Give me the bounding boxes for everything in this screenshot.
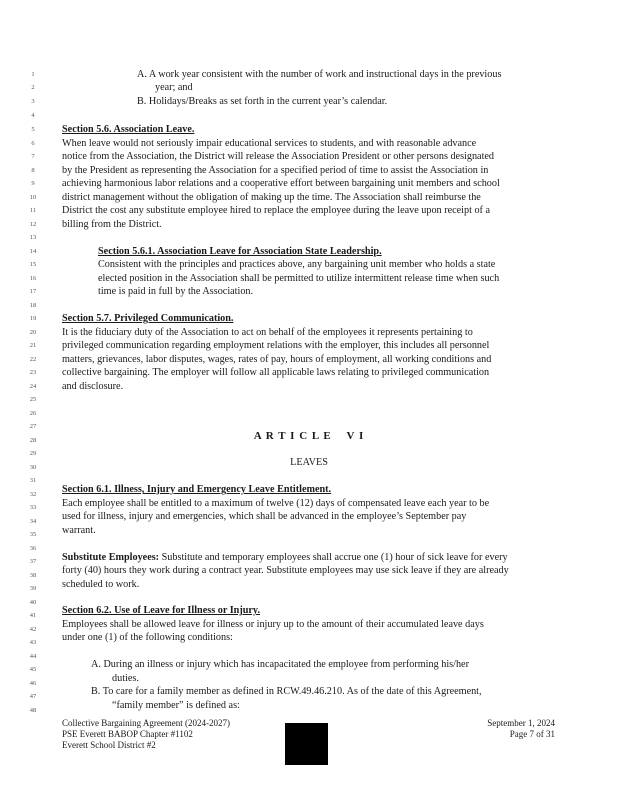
line-number: 44 <box>29 653 37 660</box>
line-number: 41 <box>29 612 37 619</box>
paragraph-line: billing from the District. <box>62 219 162 230</box>
line-number: 13 <box>29 234 37 241</box>
list-item-b-cont: “family member” is defined as: <box>112 700 240 711</box>
article-heading: A R T I C L E V I <box>253 430 365 442</box>
line-number: 10 <box>29 194 37 201</box>
line-number: 5 <box>31 126 35 133</box>
footer-chapter: PSE Everett BABOP Chapter #1102 <box>62 729 193 739</box>
paragraph-line: forty (40) hours they work during a contract year. Substitute employees may use sick leave if they are already <box>62 565 509 576</box>
paragraph-line: privileged communication regarding employment relations with the employer, this includes all personnel <box>62 340 490 351</box>
line-number: 19 <box>29 315 37 322</box>
paragraph-line: scheduled to work. <box>62 579 140 590</box>
line-number: 16 <box>29 275 37 282</box>
line-number: 25 <box>29 396 37 403</box>
line-number: 35 <box>29 531 37 538</box>
line-number: 40 <box>29 599 37 606</box>
line-number: 6 <box>31 140 35 147</box>
line-number: 36 <box>29 545 37 552</box>
footer-district: Everett School District #2 <box>62 740 156 750</box>
paragraph-line: matters, grievances, labor disputes, wages, rates of pay, hours of employment, all working conditions and <box>62 354 492 365</box>
line-number: 42 <box>29 626 37 633</box>
line-number: 4 <box>31 112 35 119</box>
line-number: 15 <box>29 261 37 268</box>
line-number: 38 <box>29 572 37 579</box>
line-number: 27 <box>29 423 37 430</box>
line-number: 45 <box>29 666 37 673</box>
leaves-heading: LEAVES <box>290 457 328 468</box>
line-number: 23 <box>29 369 37 376</box>
paragraph-line: by the President as representing the Association for a specified period of time to assist the Association in <box>62 165 489 176</box>
line-number: 7 <box>31 153 35 160</box>
paragraph-line: and disclosure. <box>62 381 124 392</box>
paragraph-line: warrant. <box>62 525 96 536</box>
list-item-b: B. To care for a family member as defined in RCW.49.46.210. As of the date of this Agreement, <box>91 686 482 697</box>
paragraph-line: elected position in the Association shall be permitted to utilize intermittent release time when such <box>98 273 500 284</box>
line-number: 39 <box>29 585 37 592</box>
line-number: 1 <box>31 71 35 78</box>
paragraph-line: collective bargaining. The employer will follow all applicable laws relating to privileged communication <box>62 367 490 378</box>
line-number: 26 <box>29 410 37 417</box>
paragraph-line: time is paid in full by the Association. <box>98 286 254 297</box>
line-number: 9 <box>31 180 35 187</box>
section-6-1-heading: Section 6.1. Illness, Injury and Emergency Leave Entitlement. <box>62 484 332 495</box>
paragraph-line: Employees shall be allowed leave for illness or injury up to the amount of their accumulated leave days <box>62 619 484 630</box>
substitute-employees-label: Substitute Employees: <box>62 552 160 563</box>
line-number: 47 <box>29 693 37 700</box>
line-number: 28 <box>29 437 37 444</box>
line-number: 32 <box>29 491 37 498</box>
line-number: 46 <box>29 680 37 687</box>
line-number: 34 <box>29 518 37 525</box>
paragraph-line: When leave would not seriously impair educational services to students, and with reasonable advance <box>62 138 477 149</box>
paragraph-text: Substitute and temporary employees shall accrue one (1) hour of sick leave for every <box>159 552 508 563</box>
line-number: 21 <box>29 342 37 349</box>
list-item-a: A. During an illness or injury which has incapacitated the employee from performing his/her <box>91 659 469 670</box>
line-number: 24 <box>29 383 37 390</box>
line-number: 31 <box>29 477 37 484</box>
section-5-6-heading: Section 5.6. Association Leave. <box>62 124 195 135</box>
list-item-a-cont: duties. <box>112 673 139 684</box>
section-6-2-heading: Section 6.2. Use of Leave for Illness or Injury. <box>62 605 260 616</box>
line-number: 17 <box>29 288 37 295</box>
section-5-6-1-heading: Section 5.6.1. Association Leave for Association State Leadership. <box>98 246 382 257</box>
line-number: 3 <box>31 98 35 105</box>
line-number: 22 <box>29 356 37 363</box>
paragraph-line: District the cost any substitute employee hired to replace the employee during the leave upon receipt of a <box>62 205 491 216</box>
line-number: 30 <box>29 464 37 471</box>
line-number: 14 <box>29 248 37 255</box>
paragraph-line: achieving harmonious labor relations and a cooperative effort between bargaining unit members and school <box>62 178 500 189</box>
line-number: 8 <box>31 167 35 174</box>
line-number: 2 <box>31 84 35 91</box>
line-number: 18 <box>29 302 37 309</box>
line-number: 11 <box>29 207 37 214</box>
line-number: 37 <box>29 558 37 565</box>
footer-page-number: Page 7 of 31 <box>509 729 555 739</box>
list-item-b: B. Holidays/Breaks as set forth in the current year’s calendar. <box>137 96 388 107</box>
paragraph-line: notice from the Association, the District will release the Association President or other persons designated <box>62 151 495 162</box>
paragraph-line: district management without the obligation of making up the time. The Association shall reimburse the <box>62 192 481 203</box>
line-number: 48 <box>29 707 37 714</box>
paragraph-line: It is the fiduciary duty of the Association to act on behalf of the employees it represents pertaining to <box>62 327 473 338</box>
redaction-block <box>285 723 328 765</box>
footer-agreement: Collective Bargaining Agreement (2024-2027) <box>62 718 231 728</box>
paragraph-line <box>62 552 508 564</box>
line-number: 33 <box>29 504 37 511</box>
paragraph-line: used for illness, injury and emergencies, which shall be advanced in the employee’s September pay <box>62 511 467 522</box>
line-number: 12 <box>29 221 37 228</box>
footer-date: September 1, 2024 <box>487 718 555 728</box>
paragraph-line: Consistent with the principles and practices above, any bargaining unit member who holds a state <box>98 259 496 270</box>
paragraph-line: Each employee shall be entitled to a maximum of twelve (12) days of compensated leave each year to be <box>62 498 490 509</box>
line-number: 29 <box>29 450 37 457</box>
paragraph-line: under one (1) of the following conditions: <box>62 632 233 643</box>
list-item-a-cont: year; and <box>155 82 193 93</box>
line-number: 20 <box>29 329 37 336</box>
section-5-7-heading: Section 5.7. Privileged Communication. <box>62 313 234 324</box>
list-item-a: A. A work year consistent with the number of work and instructional days in the previous <box>137 69 502 80</box>
line-number: 43 <box>29 639 37 646</box>
